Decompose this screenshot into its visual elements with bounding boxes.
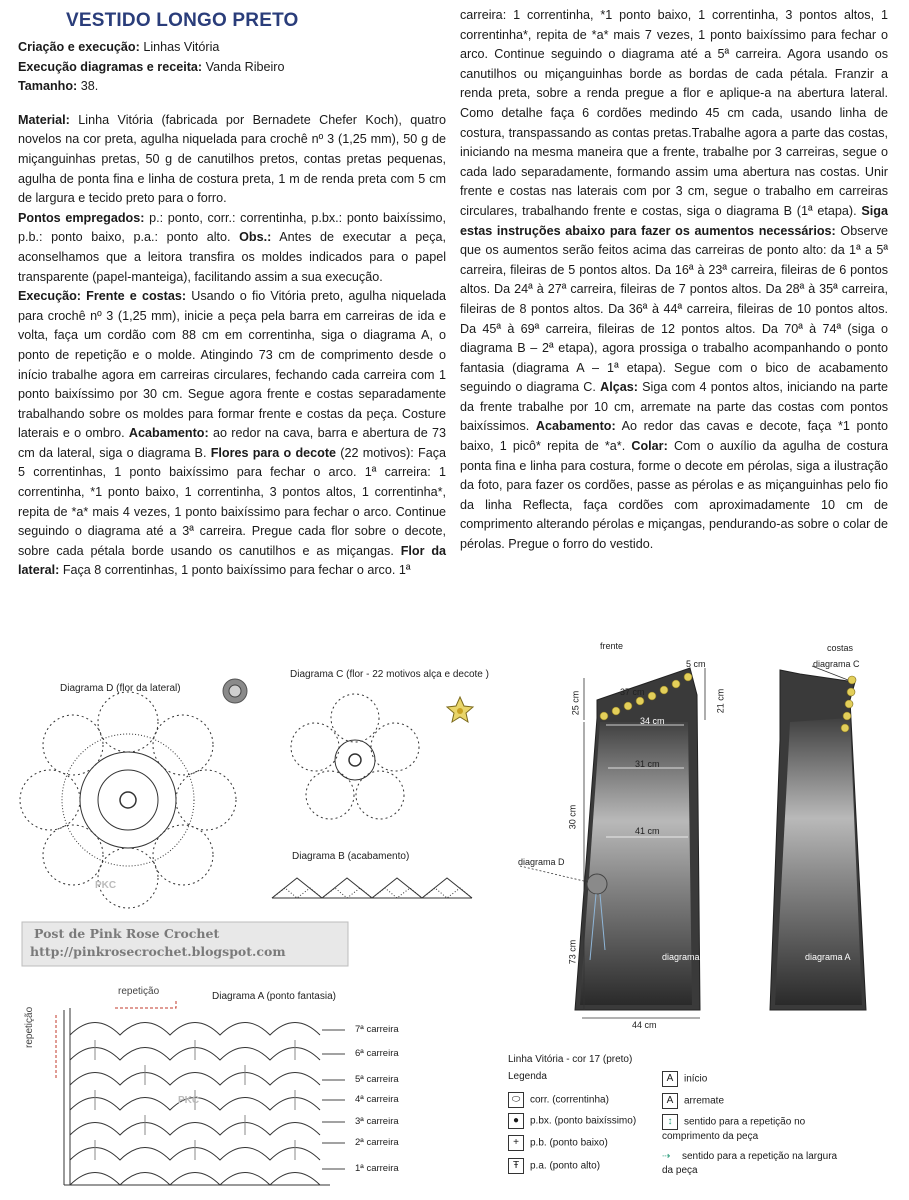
dim-44cm: 44 cm	[632, 1020, 657, 1030]
diagram-c-label: Diagrama C (flor - 22 motivos alça e decote )	[290, 669, 489, 680]
pkc-mark: PKC	[95, 880, 117, 891]
double-crochet-icon: Ŧ	[508, 1158, 524, 1174]
dim-5cm: 5 cm	[686, 659, 706, 669]
diagram-c-pointer-label: diagrama C	[813, 659, 860, 669]
material-paragraph: Material: Linha Vitória (fabricada por Bernadete Chefer Koch), quatro novelos na cor preta, agulha niquelada para crochê nº 3 (1,25 mm), 50 g de miçanguinhas pretas, 50 g de canutilhos pretos, contas pretas pequenas, agulha de ponta fina e linha de costura preta, 1 m de renda preta com 5 cm de largura e tecido preto para o forro.	[18, 112, 446, 206]
repeticao-label: repetição	[118, 986, 160, 997]
diagram-a-label: Diagrama A (ponto fantasia)	[212, 991, 336, 1002]
pkc-mark: PKC	[178, 1095, 200, 1106]
dim-30cm: 30 cm	[567, 804, 578, 830]
dim-37cm: 37 cm	[620, 687, 645, 697]
row-label: 7ª carreira	[355, 1024, 399, 1035]
dim-34cm: 34 cm	[640, 716, 665, 726]
finish-icon: A	[662, 1093, 678, 1109]
diagram-b-label: Diagrama B (acabamento)	[292, 851, 410, 862]
right-column: carreira: 1 correntinha, *1 ponto baixo, 1 correntinha, 3 pontos altos, 1 correntinha*, repita de *a* mais 7 vezes, 1 ponto baixíssimo para fechar o arco. Continue seguindo o diagrama até a 5ª carreira. Agora usando os canutilhos ou miçanguinhas borde as bordas de cada pétala. Franzir a renda preta, sobre a renda pregue a flor e aplique-a na abertura lateral. Como detalhe faça 6 cordões medindo 45 cm cada, usando linha de costura, transpassando as contas pretas.Trabalhe agora a parte das costas, iniciando na mesma maneira que a frente, trabalhe por 3 carreiras, segue o cada lado separadamente, formando assim uma abertura nas costas. Unir frente e costas nas laterais com por 3 cm, segue o trabalho em carreiras circulares, trabalhando frente e costas, siga o diagrama B (1ª etapa). Siga estas instruções abaixo para fazer os aumentos necessários: Observe que os aumentos serão feitos acima das carreiras de ponto alto: da 1ª a 5ª carreira, fileiras de 5 pontos altos. Da 16ª à 23ª carreira, fileiras de 6 pontos altos. Da 24ª à 27ª carreira, fileiras de 7 pontos altos. Da 28ª à 35ª carreira, fileiras de 8 pontos altos. Da 36ª à 44ª carreira, fileiras de 10 pontos altos. Da 45ª à 69ª carreira, fileiras de 12 pontos altos. Da 70ª à 74ª (siga o diagrama B – 2ª etapa), agora prossiga o trabalho acompanhando o ponto fantasia (diagrama A – 1ª etapa). Segue com o bico de acabamento seguindo o diagrama C. Alças: Siga com 4 pontos altos, iniciando na parte da frente trabalhe por 10 cm, arremate na parte das costas com pontos baixíssimos. Acabamento: Ao redor das cavas e decote, faça *1 ponto baixo, 1 picô* repita de *a*. Colar: Com o auxílio da agulha de costura ponta fina e linha para costura, forme o decote em pérolas, siga a ilustração da foto, para fazer os cordões, passe as pérolas e as miçanguinhas pelo fio da linha Reflecta, faça cordões com aproximadamente 10 cm de comprimento alterando pérolas e miçangas, pendurando-as sobre o colar de pérolas. Pregue o forro do vestido.	[460, 8, 889, 552]
repeticao-vertical-label: repetição	[24, 1006, 35, 1048]
diagram-a-front-label: diagrama A	[662, 952, 708, 962]
diagram-d-pointer-label: diagrama D	[518, 857, 565, 867]
legend-heading: Legenda	[508, 1071, 547, 1082]
pontos-paragraph: Pontos empregados: p.: ponto, corr.: correntinha, p.bx.: ponto baixíssimo, p.b.: ponto baixo, p.a.: ponto alto. Obs.: Antes de executar a peça, aconselhamos que a leitora transfira os moldes indicados para o papel transparente (papel-manteiga), facilitando assim a sua execução.	[18, 210, 447, 284]
credit-line: Tamanho: 38.	[18, 79, 99, 94]
row-label: 4ª carreira	[355, 1094, 399, 1105]
row-label: 5ª carreira	[355, 1074, 399, 1085]
legend-item: ⬭ corr. (correntinha)	[508, 1092, 609, 1108]
watermark-line2: http://pinkrosecrochet.blogspot.com	[30, 944, 286, 959]
row-label: 3ª carreira	[355, 1116, 399, 1127]
flower-photo-icon	[223, 679, 247, 703]
single-crochet-icon: +	[508, 1135, 524, 1151]
dress-back-label: costas	[827, 643, 854, 653]
diagram-d-label: Diagrama D (flor da lateral)	[60, 683, 181, 694]
diagram-d-flower	[20, 692, 236, 908]
credit-line: Execução diagramas e receita: Vanda Ribeiro	[18, 59, 285, 74]
legend-item: Ŧ p.a. (ponto alto)	[508, 1158, 600, 1174]
slip-stitch-icon: ●	[508, 1113, 524, 1129]
diagram-c-flower	[291, 694, 419, 819]
repeat-length-icon: ↕	[662, 1114, 678, 1130]
watermark-line1: Post de Pink Rose Crochet	[34, 926, 220, 941]
start-icon: A	[662, 1071, 678, 1087]
credit-line: Criação e execução: Linhas Vitória	[18, 40, 220, 54]
dim-21cm: 21 cm	[715, 688, 726, 714]
legend-item: ↕ sentido para a repetição no comprimento da peça	[662, 1116, 806, 1142]
diagram-b-edging	[272, 878, 472, 898]
diagram-a-pattern	[56, 1000, 345, 1185]
dim-31cm: 31 cm	[635, 759, 660, 769]
legend-title: Linha Vitória - cor 17 (preto)	[508, 1054, 633, 1065]
row-label: 2ª carreira	[355, 1137, 399, 1148]
legend-item: A arremate	[662, 1093, 724, 1109]
dress-front-label: frente	[600, 641, 624, 651]
legend-item: A início	[662, 1071, 707, 1087]
row-label: 1ª carreira	[355, 1163, 399, 1174]
dim-73cm: 73 cm	[567, 939, 578, 965]
execucao-paragraph: Execução: Frente e costas: Usando o fio Vitória preto, agulha niquelada para crochê nº 3 (1,25 mm), inicie a peça pela barra em carreiras de ida e volta, faça um cordão com 88 cm em correntinha, siga o diagrama A, o ponto de repetição e o molde. Atingindo 73 cm de comprimento desde o início trabalhe agora em carreiras circulares, fechando cada carreira com 1 ponto baixíssimo por 30 cm. Segue agora frente e costas separadamente trabalhando sobre os moldes para formar frente e costas da peça. Costure laterais e o ombro. Acabamento: ao redor na cava, barra e abertura de 73 cm da lateral, siga o diagrama B. Flores para o decote (22 motivos): Faça 5 correntinhas, 1 ponto baixíssimo para fechar o arco. 1ª carreira: 1 correntinha, *1 ponto baixo, 1 correntinha, 3 pontos altos, 1 correntinha*, repita de *a* mais 4 vezes, 1 ponto baixíssimo para fechar o arco. Continue seguindo o diagrama até a 3ª carreira. Pregue cada flor sobre o decote, sobre cada pétala borde usando os canutilhos e as miçangas. Flor da lateral: Faça 8 correntinhas, 1 ponto baixíssimo para fechar o arco. 1ª	[18, 289, 447, 578]
dim-25cm: 25 cm	[570, 690, 581, 716]
legend-item: + p.b. (ponto baixo)	[508, 1135, 608, 1151]
diagram-a-back-label: diagrama A	[805, 952, 851, 962]
row-label: 6ª carreira	[355, 1048, 399, 1059]
legend-item: ⇢ sentido para a repetição na largura da peça	[662, 1151, 838, 1176]
chain-icon: ⬭	[508, 1092, 524, 1108]
star-flower-icon	[447, 697, 473, 722]
repeat-width-icon: ⇢	[662, 1151, 671, 1162]
dim-41cm: 41 cm	[635, 826, 660, 836]
legend-item: ● p.bx. (ponto baixíssimo)	[508, 1113, 636, 1129]
page-title: VESTIDO LONGO PRETO	[66, 10, 299, 31]
